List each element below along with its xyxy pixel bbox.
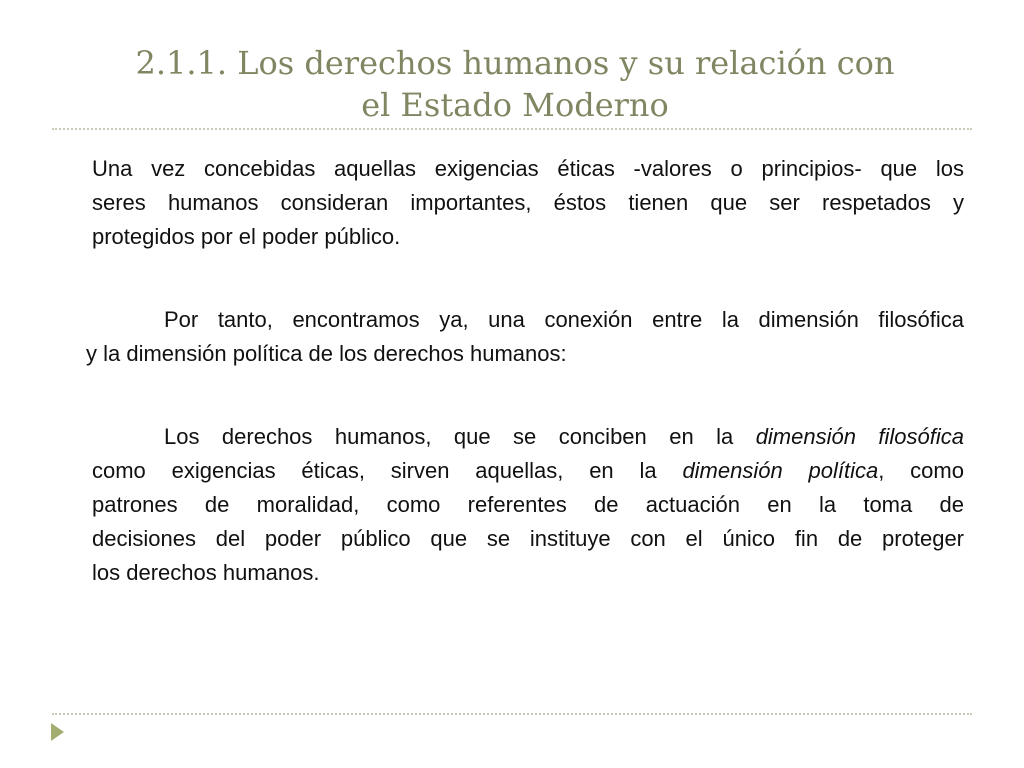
paragraph-2 [86,303,964,371]
emphasis-dimension-filosofica: dimensión filosófica [755,424,964,449]
slide-title-line-2: el Estado Moderno [361,86,669,124]
title-divider [52,128,972,130]
paragraph-1 [92,152,964,254]
paragraph-3-line-2-text: como exigencias éticas, sirven aquellas, en la [92,458,683,483]
paragraph-3-line-1-text: Los derechos humanos, que se conciben en la [164,424,756,449]
emphasis-dimension-politica: dimensión política [682,458,879,483]
slide-body [86,152,964,639]
paragraph-3-line-2 [92,454,964,488]
paragraph-3-line-5: los derechos humanos. [92,560,320,585]
slide-title-line-1: 2.1.1. Los derechos humanos y su relación con [135,44,895,82]
paragraph-3 [92,420,964,590]
paragraph-1-line-1: Una vez concebidas aquellas exigencias éticas -valores o principios- que los [92,156,964,181]
paragraph-2-line-2: y la dimensión política de los derechos humanos: [86,341,567,366]
paragraph-3-line-3: patrones de moralidad, como referentes de actuación en la toma de [92,492,964,517]
slide-title [40,42,990,126]
triangle-right-icon [51,723,64,741]
paragraph-1-line-3: protegidos por el poder público. [92,224,401,249]
paragraph-1-line-2: seres humanos consideran importantes, éstos tienen que ser respetados y [92,190,964,215]
footer-divider [52,713,972,715]
paragraph-3-line-2-tail: , como [878,458,964,483]
paragraph-2-line-1: Por tanto, encontramos ya, una conexión entre la dimensión filosófica [164,307,964,332]
paragraph-3-line-4: decisiones del poder público que se instituye con el único fin de proteger [92,526,964,551]
paragraph-3-line-1 [92,420,964,454]
